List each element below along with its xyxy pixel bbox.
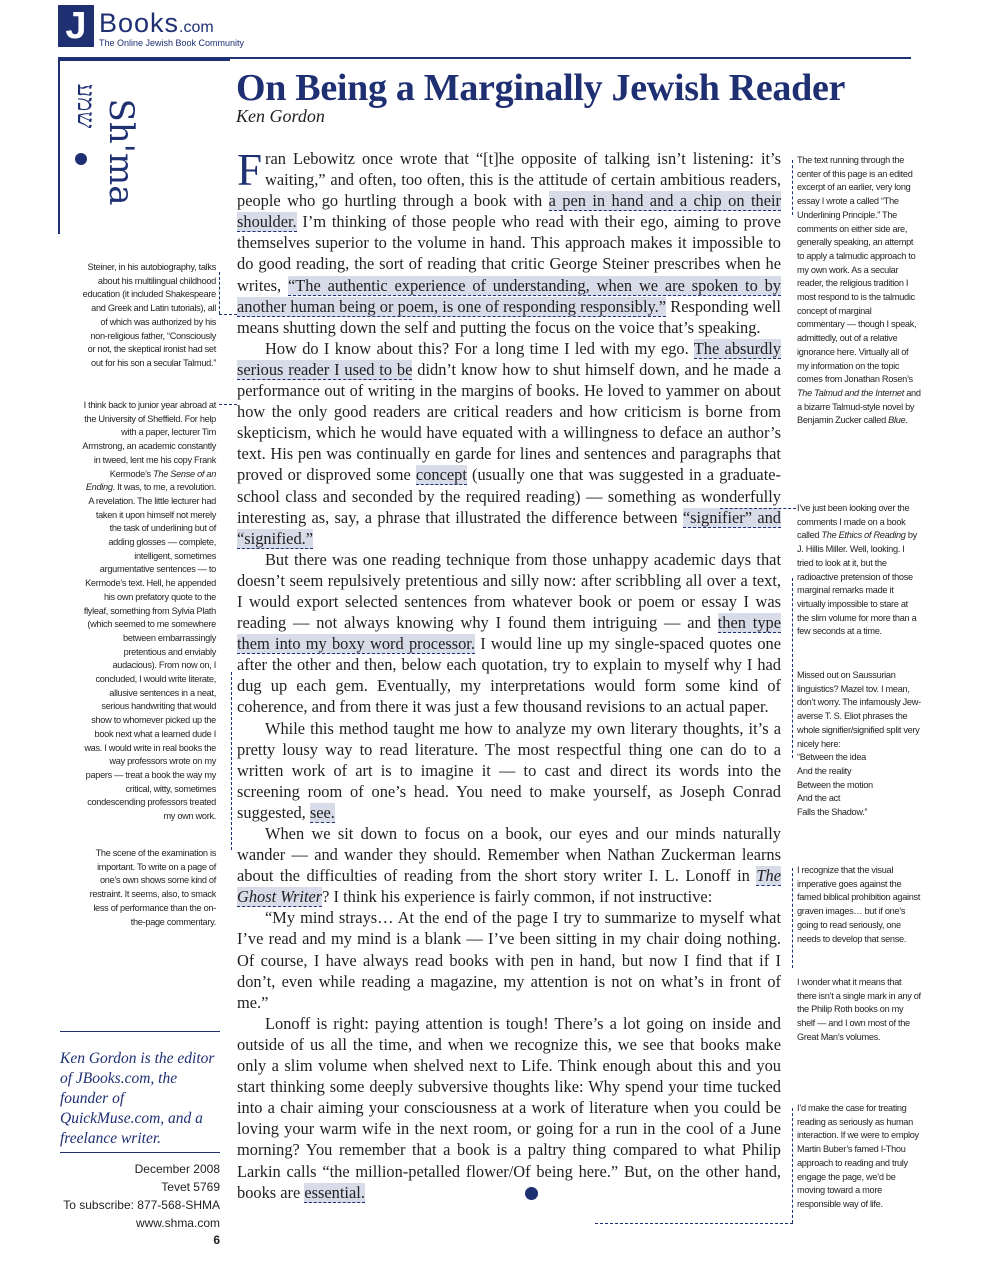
connector-line [792, 160, 793, 215]
right-note-intro-e: . [905, 415, 908, 426]
p7-text-a: Lonoff is right: paying attention is tough! There’s a lot going on inside and outside of us all the time, and when we recognize this, we see that books make only a slim volume when shelved next to Life. Think enough about this and you start thinking some deeply subversive thoughts like: Why spend your time tucked into a chair aiming your consciousness at a work of literature when you could be loving your warm wife in the next room, or going for a run in the cool of a June morning? You remember that a book is a paltry thing compared to what Philip Larkin calls “the million-petalled flower/Of being here.” But, on the other hand, books are [237, 1013, 781, 1202]
connector-line [219, 314, 237, 315]
right-note-intro-book: The Talmud and the Internet [797, 387, 904, 398]
right-note-intro [797, 154, 921, 428]
poem-line: Falls the Shadow.” [797, 807, 868, 818]
highlight-ghost-writer: The Ghost Writer [237, 866, 781, 907]
p4-text-a: While this method taught me how to analyze my own literary thoughts, it’s a pretty lousy way to read literature. The most respectful thing one can do to a written work of art is to imagine it — to cast and direct its words into the screening room of one’s head. You need to make yourself, as Joseph Conrad suggested, [237, 718, 781, 822]
poem-line: And the act [797, 793, 841, 804]
paragraph-1 [237, 145, 781, 338]
right-note-roth: I wonder what it means that there isn’t a single mark in any of the Philip Roth books on my shelf — and I own most of the Great Man’s volumes. [797, 977, 921, 1042]
highlight-signifier: “signifier” and “signified.” [237, 507, 781, 548]
left-note-steiner: Steiner, in his autobiography, talks about his multilingual childhood education (it included Shakespeare and Greek and Latin tutorials), all of which was authorized by his non-religious father, “Consciously or not, the skeptical ironist had set out for his son a secular Talmud.” [82, 262, 216, 368]
article-title: On Being a Marginally Jewish Reader [236, 67, 846, 109]
left-note-sheffield-c: . It was, to me, a revolution. A revelation. The little lecturer had taken it upon himself not merely the task of underlining but of adding glosses — complete, intelligent, sometimes argumentative sentences — to Kermode’s text. Hell, he appended his own prefatory quote to the flyleaf, something from Sylvia Plath (which seemed to me somewhere between embarrassingly pretentious and enviably audacious). From now on, I concluded, I would write literate, allusive sentences in a neat, serious handwriting that would show to whomever picked up the book next what a learned dude I was. I would write in real books the way professors wrote on my papers — treat a book the way my critical, witty, sometimes condescending professors treated my own work. [83, 482, 216, 822]
right-note-intro-a: The text running through the center of this page is an edited excerpt of an earlier, very long essay I wrote a called “The Underlining Principle.” The comments on either side are, generally speaking, an attempt to apply a talmudic approach to my own work. As a secular reader, the religious tradition I most respond to is the talmudic concept of marginal commentary — though I speak, admittedly, out of a relative ignorance here. Virtually all of my information on the topic comes from Jonathan Rosen’s [797, 155, 917, 385]
page-number: 6 [213, 1233, 220, 1247]
left-note-sheffield [82, 399, 216, 824]
p2-text-b: didn’t know how to shut himself down, and he made a performance out of writing in the margins of books. He loved to yammer on about how the only good readers are critical readers and how criticism is borne from skepticism, which he would have equated with a willingness to deface an author’s text. His pen was continually en garde for lines and sentences and paragraphs that proved or disproved some [237, 359, 781, 485]
right-note-saussure [797, 669, 921, 820]
paragraph-5 [237, 823, 781, 907]
p3-text-b: I would line up my single-spaced quotes one after the other and then, below each quotation, try to explain to myself why I had dug up each gem. Eventually, my interpretations would form some kind of coherence, and from there it was just a few thousand revisions to an actual paper. [237, 634, 781, 717]
highlight-absurdly-serious: The absurdly serious reader I used to be [237, 338, 782, 379]
jbooks-logo-mark: J [58, 5, 94, 47]
poem-line: Between the motion [797, 779, 873, 790]
paragraph-3 [237, 549, 781, 718]
paragraph-6-quote: “My mind strays… At the end of the page I try to summarize to myself what I’ve read and my mind is a blank — I’ve been sitting in my chair doing nothing. Of course, I have always read books with pen in hand, but now I find that if I don’t, even while reading a magazine, my attention is not on what’s in front of me.” [237, 908, 781, 1012]
connector-line [231, 672, 232, 850]
connector-line [720, 508, 796, 509]
left-note-examination: The scene of the examination is important. To write on a page of one’s own shows some kind of restraint. It seems, also, to smack less of performance than the on-the-page commentary. [89, 848, 216, 927]
masthead-hebrew: שמע [72, 83, 100, 129]
right-note-intro-blue: Blue [888, 415, 906, 426]
logo-word-books: Books [99, 8, 180, 38]
end-mark-icon [525, 1187, 538, 1200]
right-note-buber: I’d make the case for treating reading as seriously as human interaction. If we were to employ Martin Buber’s famed I-Thou approach to reading and truly engage the page, we’d be moving toward a more responsible way of life. [797, 1103, 919, 1209]
right-note-ethics-a: I’ve just been looking over the comments I made on a book called [797, 503, 910, 541]
connector-line [595, 1223, 793, 1224]
logo-word-com: .com [179, 19, 214, 36]
subscribe-phone: To subscribe: 877-568-SHMA [63, 1198, 220, 1212]
bio-rule [60, 1031, 220, 1032]
p1-text-b: I’m thinking of those people who read with their ego, aiming to prove themselves superior to the volume in hand. This approach makes it impossible to do good reading, the sort of reading that critic George Steiner prescribes when he writes, [237, 212, 781, 295]
issue-info [60, 1160, 220, 1232]
right-note-visual: I recognize that the visual imperative goes against the famed biblical prohibition against graven images… but if one’s going to read seriously, one needs to develop that sense. [797, 865, 921, 944]
drop-cap: F [237, 145, 263, 195]
bio-divider [60, 1152, 220, 1153]
shma-masthead-logo [64, 68, 141, 236]
highlight-word-processor: then type them into my boxy word processor. [237, 613, 781, 654]
highlight-steiner-quote: “The authentic experience of understanding, when we are spoken to by another human being or poem, is one of responding responsibly.” [237, 275, 781, 316]
article-body [237, 145, 782, 1203]
paragraph-4 [237, 718, 781, 823]
poem-line: “Between the idea [797, 752, 866, 763]
issue-date: December 2008 [134, 1162, 220, 1176]
poem-line: And the reality [797, 765, 852, 776]
p5-text-b: ? I think his experience is fairly common, if not instructive: [322, 887, 713, 907]
author-bio: Ken Gordon is the editor of JBooks.com, the founder of QuickMuse.com, and a freelance writer. [60, 1050, 215, 1147]
article-author: Ken Gordon [236, 106, 325, 126]
highlight-see: see. [309, 802, 335, 822]
paragraph-2 [237, 338, 781, 549]
right-note-ethics-c: by J. Hillis Miller. Well, looking. I tried to look at it, but the radioactive pretension of those marginal remarks made it virtually impossible to stare at the slim volume for more than a few seconds at a time. [797, 530, 917, 637]
masthead-ornament-icon [75, 153, 87, 165]
sidebar-rule-vertical [58, 59, 60, 234]
p1-text-a: ran Lebowitz once wrote that “[t]he opposite of talking isn’t listening: it’s waiting,” and often, too often, this is the attitude of certain ambitious readers, people who go hurtling through a book with [237, 149, 781, 211]
website-link[interactable]: www.shma.com [135, 1216, 220, 1230]
left-note-sheffield-a: I think back to junior year abroad at the University of Sheffield. For help with a paper, lecturer Tim Armstrong, an academic constantly in tweed, lent me his copy Frank Kermode’s [82, 400, 216, 479]
right-note-saussure-text: Missed out on Saussurian linguistics? Mazel tov. I mean, don’t worry. The infamously Jew-averse T. S. Eliot phrases the whole signifier/signified split very nicely here: [797, 670, 921, 749]
p2-text-a: How do I know about this? For a long time I led with my ego. [265, 338, 694, 358]
sidebar-rule-horizontal [60, 59, 230, 61]
paragraph-7 [237, 1013, 781, 1203]
right-note-ethics-book: The Ethics of Reading [821, 530, 906, 541]
highlight-essential: essential. [304, 1182, 365, 1202]
connector-line [792, 1108, 793, 1223]
p3-text-a: But there was one reading technique from those unhappy academic days that doesn’t seem repulsively pretentious and silly now: after scribbling all over a text, I would export selected sentences from whatever book or poem or essay I was reading — not always knowing why I found them intriguing — and [237, 549, 781, 633]
left-note-sheffield-book: The Sense of an Ending [85, 468, 216, 493]
jbooks-tagline: The Online Jewish Book Community [99, 38, 245, 48]
highlight-concept: concept [415, 465, 467, 485]
right-note-ethics [797, 502, 921, 639]
connector-line [792, 578, 793, 758]
highlight-pen-in-hand: a pen in hand and a chip on their shoulder. [237, 191, 781, 232]
issue-hebrew-date: Tevet 5769 [161, 1180, 220, 1194]
connector-line [219, 272, 220, 314]
masthead-latin: Sh'ma [101, 98, 141, 206]
p2-text-c: (usually one that was suggested in a graduate-school class and seconded by the required reading) — something as wonderfully interesting as, say, a phrase that illustrated the difference between [237, 465, 781, 527]
connector-line [792, 868, 793, 968]
right-note-intro-c: and a bizarre Talmud-style novel by Benjamin Zucker called [797, 387, 921, 426]
p5-text-a: When we sit down to focus on a book, our eyes and our minds naturally wander — and wander they should. Remember when Nathan Zuckerman learns about the difficulties of reading from the short story writer I. L. Lonoff in [237, 824, 781, 886]
p1-text-c: Responding well means shutting down the self and putting the focus on the voice that’s speaking. [237, 296, 781, 337]
connector-line [219, 404, 237, 405]
